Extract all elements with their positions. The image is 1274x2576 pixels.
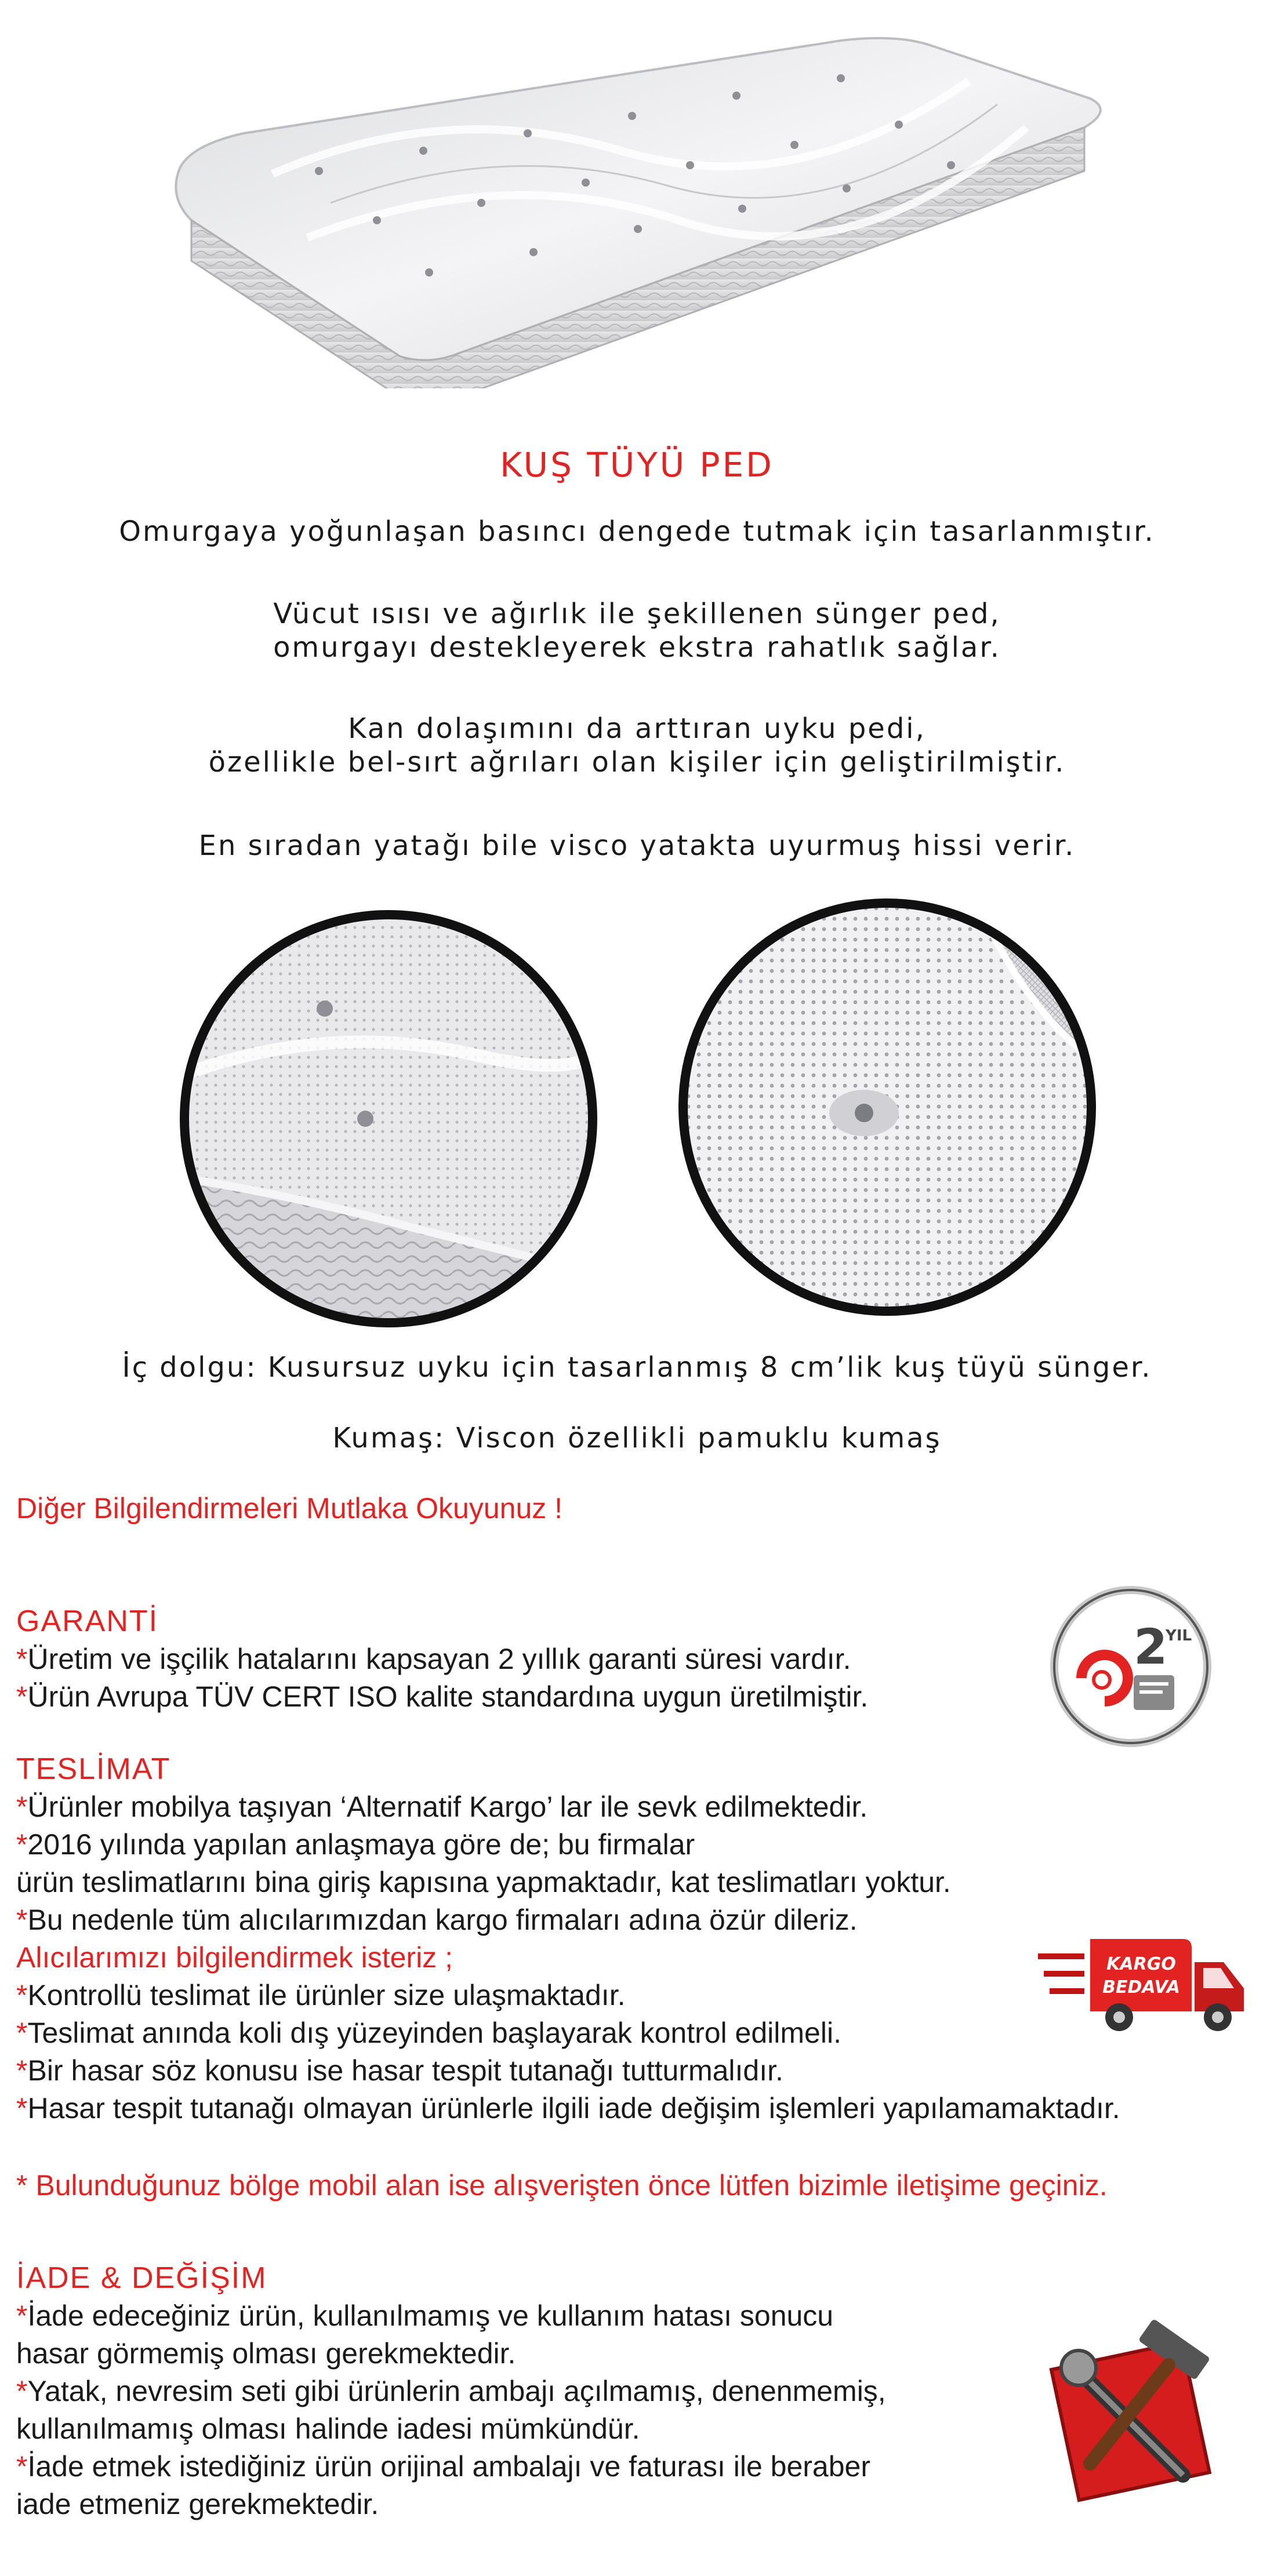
returns-line: hasar görmemiş olması gerekmektedir. — [16, 2337, 516, 2370]
product-title: KUŞ TÜYÜ PED — [500, 445, 774, 485]
description-line: En sıradan yatağı bile visco yatakta uyurmuş hissi verir. — [198, 829, 1076, 862]
warranty-item-text: Üretim ve işçilik hatalarını kapsayan 2 yıllık garanti süresi vardır. — [27, 1643, 851, 1675]
returns-line: *İade etmek istediğiniz ürün orijinal ambalajı ve faturası ile beraber — [16, 2450, 871, 2483]
delivery-line: *Hasar tespit tutanağı olmayan ürünlerle ilgili iade değişim işlemleri yapılamamaktadır. — [16, 2092, 1120, 2124]
mattress-image — [157, 29, 1119, 388]
returns-line: *Yatak, nevresim seti gibi ürünlerin ambajı açılmamış, denenmemiş, — [16, 2375, 886, 2407]
delivery-line: *Teslimat anında koli dış yüzeyinden başlayarak kontrol edilmeli. — [16, 2017, 841, 2049]
description-line: Kan dolaşımını da arttıran uyku pedi, — [348, 712, 926, 745]
description-line: Omurgaya yoğunlaşan basıncı dengede tutmak için tasarlanmıştır. — [119, 515, 1155, 548]
warranty-badge-number: 2 — [1134, 1618, 1168, 1675]
returns-line-text: İade edeceğiniz ürün, kullanılmamış ve kullanım hatası sonucu — [27, 2300, 834, 2332]
returns-line-text: Yatak, nevresim seti gibi ürünlerin ambajı açılmamış, denenmemiş, — [27, 2375, 886, 2407]
truck-label-line2: BEDAVA — [1102, 1977, 1180, 1998]
description-line: özellikle bel-sırt ağrıları olan kişiler için geliştirilmiştir. — [208, 746, 1066, 778]
returns-line: *İade edeceğiniz ürün, kullanılmamış ve kullanım hatası sonucu — [16, 2300, 834, 2332]
warranty-item: *Ürün Avrupa TÜV CERT ISO kalite standardına uygun üretilmiştir. — [16, 1680, 869, 1713]
description-line: omurgayı destekleyerek ekstra rahatlık sağlar. — [273, 631, 1001, 664]
delivery-line-text: Bu nedenle tüm alıcılarımızdan kargo firmaları adına özür dileriz. — [27, 1904, 858, 1936]
delivery-line-text: Teslimat anında koli dış yüzeyinden başlayarak kontrol edilmeli. — [27, 2017, 841, 2049]
description-paragraph-1 — [0, 515, 1274, 548]
filling-info: İç dolgu: Kusursuz uyku için tasarlanmış 8 cm’lik kuş tüyü sünger. — [122, 1351, 1152, 1384]
tools-icon — [1038, 2313, 1229, 2504]
warranty-badge-icon — [1047, 1582, 1215, 1751]
warranty-badge-unit: YIL — [1166, 1627, 1192, 1644]
delivery-line-text: Hasar tespit tutanağı olmayan ürünlerle ilgili iade değişim işlemleri yapılamamaktadır. — [27, 2092, 1120, 2124]
delivery-line: *Bu nedenle tüm alıcılarımızdan kargo firmaları adına özür dileriz. — [16, 1904, 858, 1936]
returns-line-text: İade etmek istediğiniz ürün orijinal ambalajı ve faturası ile beraber — [27, 2450, 871, 2483]
notice-text: Diğer Bilgilendirmeleri Mutlaka Okuyunuz ! — [16, 1492, 563, 1525]
delivery-line-text: Ürünler mobilya taşıyan ‘Alternatif Kargo’ lar ile sevk edilmektedir. — [27, 1791, 868, 1823]
truck-label-line1: KARGO — [1106, 1954, 1176, 1974]
returns-heading: İADE & DEĞİŞİM — [16, 2261, 267, 2295]
free-shipping-truck-icon — [1038, 1930, 1253, 2040]
warranty-item-text: Ürün Avrupa TÜV CERT ISO kalite standardına uygun üretilmiştir. — [27, 1680, 869, 1713]
warranty-heading: GARANTİ — [16, 1604, 159, 1638]
description-paragraph-4 — [0, 829, 1274, 863]
delivery-heading: TESLİMAT — [16, 1752, 171, 1786]
detail-image-fabric — [673, 893, 1102, 1322]
delivery-line: *2016 yılında yapılan anlaşmaya göre de; bu firmalar — [16, 1828, 695, 1861]
delivery-line-text: 2016 yılında yapılan anlaşmaya göre de; bu firmalar — [27, 1828, 695, 1861]
delivery-line: ürün teslimatlarını bina giriş kapısına yapmaktadır, kat teslimatları yoktur. — [16, 1866, 951, 1898]
description-paragraph-3 — [0, 712, 1274, 779]
warranty-item: *Üretim ve işçilik hatalarını kapsayan 2 yıllık garanti süresi vardır. — [16, 1643, 851, 1675]
delivery-line-text: Kontrollü teslimat ile ürünler size ulaşmaktadır. — [27, 1979, 626, 2011]
returns-line: kullanılmamış olması halinde iadesi mümkündür. — [16, 2413, 640, 2445]
detail-image-edge — [174, 904, 603, 1333]
delivery-line: *Bir hasar söz konusu ise hasar tespit tutanağı tutturmalıdır. — [16, 2054, 783, 2087]
mobile-area-note: * Bulunduğunuz bölge mobil alan ise alışverişten önce lütfen bizimle iletişime geçiniz. — [16, 2169, 1108, 2202]
delivery-line-text: Bir hasar söz konusu ise hasar tespit tutanağı tutturmalıdır. — [27, 2054, 783, 2087]
delivery-line: *Ürünler mobilya taşıyan ‘Alternatif Kargo’ lar ile sevk edilmektedir. — [16, 1791, 868, 1823]
delivery-line: Alıcılarımızı bilgilendirmek isteriz ; — [16, 1941, 453, 1974]
fabric-info: Kumaş: Viscon özellikli pamuklu kumaş — [332, 1422, 942, 1454]
description-paragraph-2 — [0, 597, 1274, 664]
description-line: Vücut ısısı ve ağırlık ile şekillenen sünger ped, — [273, 598, 1001, 630]
returns-line: iade etmeniz gerekmektedir. — [16, 2488, 379, 2520]
delivery-line: *Kontrollü teslimat ile ürünler size ulaşmaktadır. — [16, 1979, 626, 2011]
